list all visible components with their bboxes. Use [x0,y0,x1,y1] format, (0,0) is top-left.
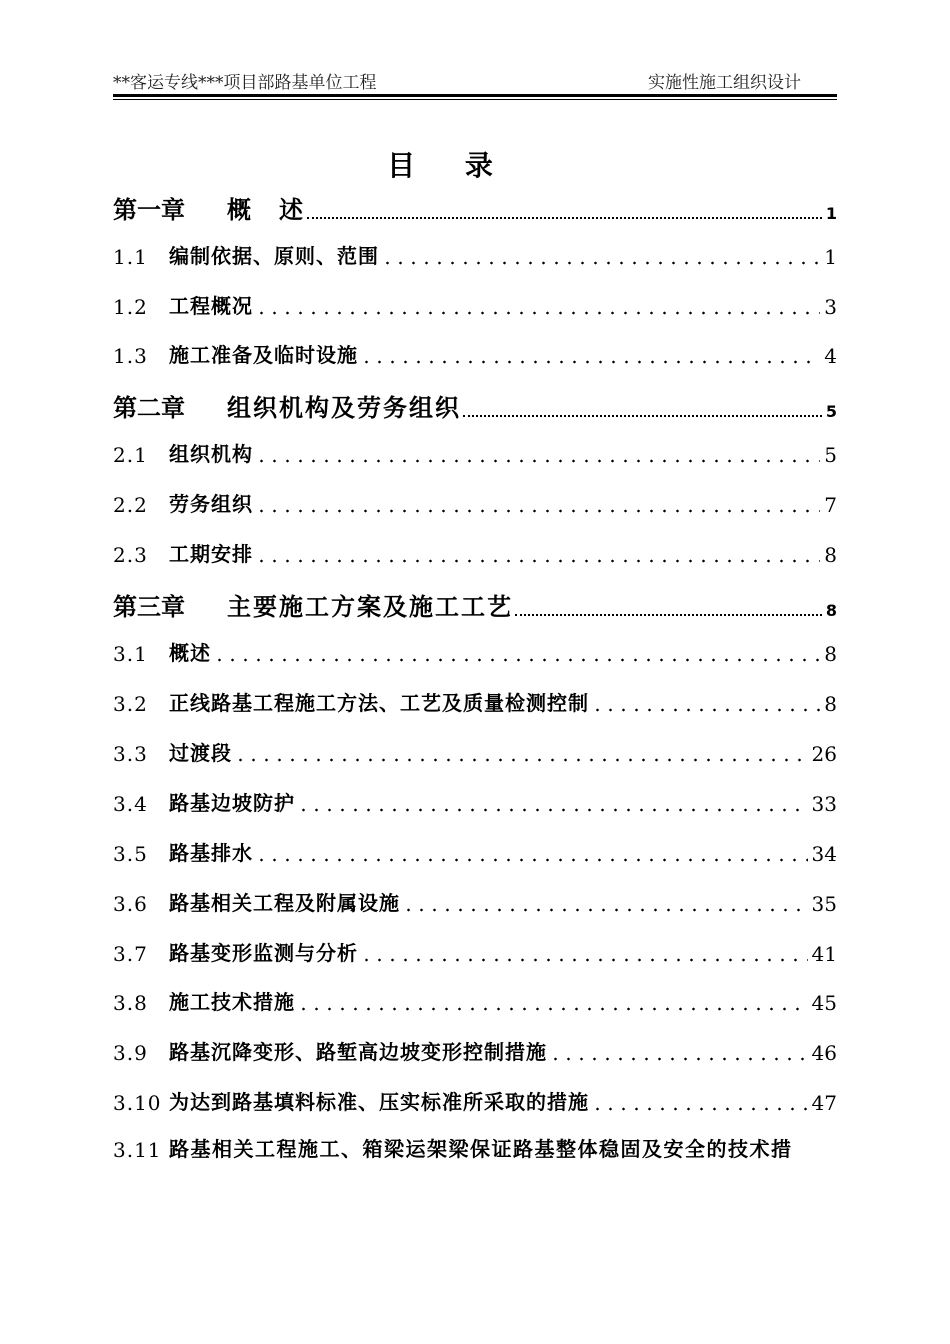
toc-entry-number: 3.9 [113,1041,148,1065]
toc-dot-leader [591,708,820,712]
toc-entry-label: 主要施工方案及施工工艺 [227,592,513,621]
toc-dot-leader [360,360,820,364]
page-title: 目 录 [387,149,513,182]
toc-entry-page: 5 [825,402,837,421]
toc-section-entry[interactable] [113,687,837,716]
toc-entry-number: 3.11 [113,1138,162,1162]
toc-section-entry[interactable] [113,937,837,966]
toc-entry-number: 3.7 [113,942,148,966]
toc-dot-leader [591,1107,808,1111]
toc-entry-number: 2.3 [113,543,148,567]
toc-entry-number: 3.4 [113,792,148,816]
toc-section-entry[interactable] [113,290,837,319]
header-project-title: **客运专线***项目部路基单位工程 [113,73,377,93]
toc-entry-page: 26 [811,742,837,766]
toc-dot-leader [360,958,808,962]
toc-dot-leader [255,311,820,315]
toc-section-entry[interactable] [113,1133,837,1162]
toc-section-entry[interactable] [113,438,837,467]
toc-entry-number: 3.3 [113,742,148,766]
toc-entry-label: 路基变形监测与分析 [169,941,358,965]
toc-entry-page: 3 [824,295,837,319]
toc-entry-number: 第二章 [113,393,185,422]
toc-entry-number: 第三章 [113,592,185,621]
toc-dot-leader [255,509,820,513]
toc-entry-page: 41 [811,942,837,966]
toc-section-entry[interactable] [113,339,837,368]
toc-entry-number: 3.5 [113,842,148,866]
toc-entry-label: 路基沉降变形、路堑高边坡变形控制措施 [169,1040,547,1064]
toc-entry-number: 3.6 [113,892,148,916]
toc-dot-leader [307,215,822,219]
toc-entry-number: 1.3 [113,344,148,368]
toc-section-entry[interactable] [113,1036,837,1065]
toc-dot-leader [381,261,820,265]
toc-dot-leader [515,612,822,616]
toc-entry-page: 1 [825,204,837,223]
toc-entry-label: 路基相关工程及附属设施 [169,891,400,915]
toc-entry-number: 3.8 [113,991,148,1015]
toc-dot-leader [463,413,822,417]
toc-entry-label: 为达到路基填料标准、压实标准所采取的措施 [169,1090,589,1114]
toc-entry-page: 35 [811,892,837,916]
header-document-title: 实施性施工组织设计 [648,73,801,93]
toc-dot-leader [255,858,808,862]
toc-entry-number: 2.1 [113,443,148,467]
toc-dot-leader [255,559,820,563]
toc-dot-leader [297,808,808,812]
toc-entry-number: 3.2 [113,692,148,716]
toc-entry-label: 概 述 [227,195,305,224]
toc-entry-label: 编制依据、原则、范围 [169,244,379,268]
toc-entry-page: 8 [825,601,837,620]
toc-entry-label: 组织机构及劳务组织 [227,393,461,422]
toc-entry-label: 概述 [169,641,211,665]
toc-entry-number: 3.1 [113,642,148,666]
toc-dot-leader [402,908,808,912]
toc-entry-label: 施工技术措施 [169,990,295,1014]
toc-dot-leader [549,1057,808,1061]
toc-entry-page: 33 [811,792,837,816]
toc-section-entry[interactable] [113,488,837,517]
toc-chapter-entry[interactable] [113,190,837,225]
toc-entry-page: 34 [811,842,837,866]
toc-entry-page: 47 [811,1091,837,1115]
toc-section-entry[interactable] [113,787,837,816]
toc-entry-page: 46 [811,1041,837,1065]
toc-chapter-entry[interactable] [113,587,837,622]
toc-entry-label: 过渡段 [169,741,232,765]
toc-entry-page: 4 [824,344,837,368]
toc-entry-label: 路基相关工程施工、箱梁运架梁保证路基整体稳固及安全的技术措 [169,1137,793,1161]
toc-section-entry[interactable] [113,240,837,269]
toc-section-entry[interactable] [113,637,837,666]
toc-dot-leader [297,1007,808,1011]
toc-entry-number: 第一章 [113,195,185,224]
toc-entry-number: 3.10 [113,1091,162,1115]
toc-entry-page: 8 [824,543,837,567]
header-rule-thin [113,99,837,100]
toc-entry-label: 路基边坡防护 [169,791,295,815]
toc-entry-number: 1.1 [113,245,148,269]
header-rule-thick [113,94,837,97]
toc-entry-page: 8 [824,642,837,666]
toc-entry-page: 1 [824,245,837,269]
toc-section-entry[interactable] [113,837,837,866]
toc-entry-page: 45 [811,991,837,1015]
toc-entry-number: 2.2 [113,493,148,517]
toc-section-entry[interactable] [113,887,837,916]
toc-entry-label: 劳务组织 [169,492,253,516]
toc-section-entry[interactable] [113,538,837,567]
running-header [113,66,837,92]
toc-section-entry[interactable] [113,1086,837,1115]
toc-entry-label: 工程概况 [169,294,253,318]
toc-entry-page: 5 [824,443,837,467]
toc-entry-label: 组织机构 [169,442,253,466]
toc-entry-label: 正线路基工程施工方法、工艺及质量检测控制 [169,691,589,715]
toc-section-entry[interactable] [113,986,837,1015]
toc-section-entry[interactable] [113,737,837,766]
toc-chapter-entry[interactable] [113,388,837,423]
toc-entry-label: 施工准备及临时设施 [169,343,358,367]
toc-dot-leader [234,758,808,762]
toc-entry-page: 8 [824,692,837,716]
toc-dot-leader [213,658,820,662]
toc-dot-leader [255,459,820,463]
toc-entry-label: 路基排水 [169,841,253,865]
toc-entry-number: 1.2 [113,295,148,319]
toc-entry-label: 工期安排 [169,542,253,566]
toc-entry-page: 7 [824,493,837,517]
